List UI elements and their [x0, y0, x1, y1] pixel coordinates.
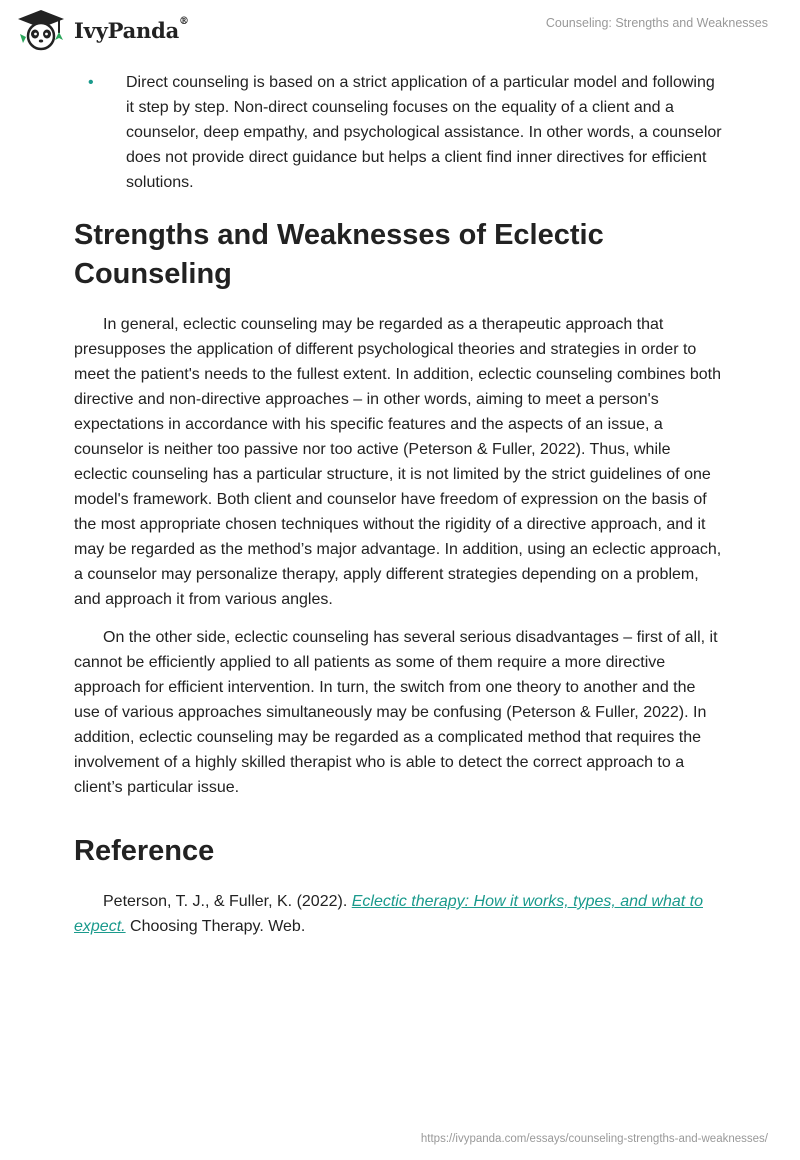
header	[0, 0, 800, 60]
document-title: Counseling: Strengths and Weaknesses	[545, 16, 768, 30]
paragraph-2: On the other side, eclectic counseling has several serious disadvantages – first of all, it cannot be efficiently applied to all patients as some of them require a more directive approach for efficient intervention. In turn, the switch from one theory to another and the use of various approaches simultaneously may be confusing (Peterson & Fuller, 2022). In addition, eclectic counseling may be regarded as a complicated method that requires the involvement of a highly skilled therapist who is able to detect the correct approach to a client’s particular issue.	[74, 629, 718, 796]
footer-url[interactable]: https://ivypanda.com/essays/counseling-strengths-and-weaknesses/	[420, 1133, 768, 1145]
panda-logo-icon	[14, 8, 68, 52]
brand-logo[interactable]	[14, 8, 189, 52]
reference-heading: Reference	[74, 835, 215, 867]
paragraph-1: In general, eclectic counseling may be regarded as a therapeutic approach that presupposes the application of different psychological theories and strategies in order to meet the patient's needs to the fullest extent. In addition, eclectic counseling combines both directive and non-directive approaches – in other words, aiming to meet a person's expectations in accordance with his specific features and the aspects of an issue, a counselor is neither too passive nor too active (Peterson & Fuller, 2022). Thus, while eclectic counseling has a particular structure, it is not limited by the strict guidelines of one model's framework. Both client and counselor have freedom of expression on the basis of the most appropriate chosen techniques without the rigidity of a directive approach, and it may be regarded as the method’s major advantage. In addition, using an eclectic approach, a counselor may personalize therapy, apply different strategies depending on a problem, and approach it from various angles.	[74, 316, 722, 608]
reference-link[interactable]: Eclectic therapy: How it works, types, and what to expect.	[74, 893, 703, 935]
reference-entry	[74, 889, 724, 939]
reference-publisher: Choosing Therapy. Web.	[130, 918, 306, 935]
bullet-dot-icon: •	[88, 74, 94, 91]
bullet-item	[74, 70, 724, 195]
article-content	[74, 70, 724, 952]
brand-name: IvyPanda®	[74, 15, 189, 43]
reference-authors: Peterson, T. J., & Fuller, K. (2022).	[103, 893, 348, 910]
bullet-text: Direct counseling is based on a strict application of a particular model and following it step by step. Non-direct counseling focuses on the equality of a client and a counselor, deep empathy, and psychological assistance. In other words, a counselor does not provide direct guidance but helps a client find inner directives for efficient solutions.	[126, 74, 722, 191]
section-heading: Strengths and Weaknesses of Eclectic Counseling	[74, 219, 604, 290]
